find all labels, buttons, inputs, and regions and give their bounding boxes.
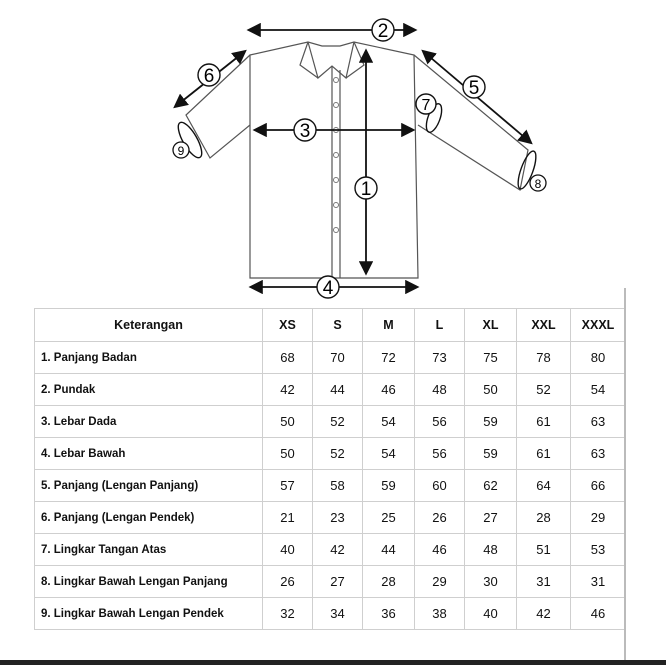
cell-value: 53	[571, 534, 626, 566]
header-size-xl: XL	[465, 309, 517, 342]
header-size-m: M	[363, 309, 415, 342]
cell-value: 48	[465, 534, 517, 566]
cell-value: 78	[517, 342, 571, 374]
cell-value: 52	[313, 406, 363, 438]
row-label: 1. Panjang Badan	[35, 342, 263, 374]
cell-value: 25	[363, 502, 415, 534]
cell-value: 27	[313, 566, 363, 598]
cell-value: 58	[313, 470, 363, 502]
cell-value: 63	[571, 406, 626, 438]
cell-value: 34	[313, 598, 363, 630]
shirt-buttons	[334, 78, 339, 233]
table-row	[35, 566, 626, 598]
cell-value: 60	[415, 470, 465, 502]
cell-value: 48	[415, 374, 465, 406]
cell-value: 63	[571, 438, 626, 470]
row-label: 9. Lingkar Bawah Lengan Pendek	[35, 598, 263, 630]
row-label: 2. Pundak	[35, 374, 263, 406]
cell-value: 73	[415, 342, 465, 374]
row-label: 3. Lebar Dada	[35, 406, 263, 438]
cell-value: 46	[415, 534, 465, 566]
marker-3: 3	[299, 121, 311, 142]
cell-value: 50	[263, 438, 313, 470]
cell-value: 42	[313, 534, 363, 566]
cell-value: 46	[363, 374, 415, 406]
cell-value: 21	[263, 502, 313, 534]
table-row	[35, 374, 626, 406]
cell-value: 52	[313, 438, 363, 470]
marker-8: 8	[534, 177, 542, 191]
marker-1: 1	[360, 179, 372, 200]
cell-value: 28	[363, 566, 415, 598]
header-size-s: S	[313, 309, 363, 342]
table-row	[35, 502, 626, 534]
cell-value: 51	[517, 534, 571, 566]
bottom-divider	[0, 660, 666, 665]
row-label: 4. Lebar Bawah	[35, 438, 263, 470]
cell-value: 27	[465, 502, 517, 534]
cell-value: 64	[517, 470, 571, 502]
header-size-xxl: XXL	[517, 309, 571, 342]
table-row	[35, 598, 626, 630]
cell-value: 31	[517, 566, 571, 598]
cell-value: 59	[465, 438, 517, 470]
marker-group	[173, 19, 546, 299]
cell-value: 75	[465, 342, 517, 374]
row-label: 6. Panjang (Lengan Pendek)	[35, 502, 263, 534]
shirt-measurement-diagram	[0, 0, 666, 300]
header-size-xs: XS	[263, 309, 313, 342]
cell-value: 44	[313, 374, 363, 406]
table-row	[35, 342, 626, 374]
cell-value: 59	[465, 406, 517, 438]
row-label: 5. Panjang (Lengan Panjang)	[35, 470, 263, 502]
marker-6: 6	[203, 66, 215, 87]
marker-5: 5	[468, 78, 480, 99]
cell-value: 61	[517, 438, 571, 470]
table-row	[35, 438, 626, 470]
cell-value: 56	[415, 406, 465, 438]
cell-value: 66	[571, 470, 626, 502]
row-label: 7. Lingkar Tangan Atas	[35, 534, 263, 566]
table-row	[35, 534, 626, 566]
cell-value: 46	[571, 598, 626, 630]
cell-value: 68	[263, 342, 313, 374]
cell-value: 31	[571, 566, 626, 598]
cell-value: 36	[363, 598, 415, 630]
cell-value: 57	[263, 470, 313, 502]
cell-value: 32	[263, 598, 313, 630]
right-divider	[624, 288, 626, 660]
table-row	[35, 470, 626, 502]
cell-value: 54	[363, 406, 415, 438]
marker-9: 9	[177, 144, 185, 158]
cell-value: 42	[517, 598, 571, 630]
marker-2: 2	[377, 21, 389, 42]
header-keterangan: Keterangan	[35, 309, 263, 342]
cell-value: 40	[263, 534, 313, 566]
cell-value: 26	[263, 566, 313, 598]
cell-value: 29	[415, 566, 465, 598]
cell-value: 40	[465, 598, 517, 630]
table-body	[35, 342, 626, 630]
table-header-row	[35, 309, 626, 342]
cell-value: 70	[313, 342, 363, 374]
cell-value: 56	[415, 438, 465, 470]
cell-value: 29	[571, 502, 626, 534]
cell-value: 28	[517, 502, 571, 534]
table-row	[35, 406, 626, 438]
header-size-xxxl: XXXL	[571, 309, 626, 342]
cell-value: 50	[465, 374, 517, 406]
cell-value: 62	[465, 470, 517, 502]
cell-value: 72	[363, 342, 415, 374]
cell-value: 59	[363, 470, 415, 502]
cell-value: 61	[517, 406, 571, 438]
header-size-l: L	[415, 309, 465, 342]
cell-value: 23	[313, 502, 363, 534]
cell-value: 26	[415, 502, 465, 534]
cell-value: 54	[571, 374, 626, 406]
cell-value: 52	[517, 374, 571, 406]
size-chart-table	[34, 308, 626, 630]
cell-value: 50	[263, 406, 313, 438]
marker-4: 4	[322, 278, 334, 299]
marker-7: 7	[421, 97, 431, 114]
cell-value: 38	[415, 598, 465, 630]
cell-value: 54	[363, 438, 415, 470]
cell-value: 44	[363, 534, 415, 566]
cell-value: 30	[465, 566, 517, 598]
cell-value: 42	[263, 374, 313, 406]
row-label: 8. Lingkar Bawah Lengan Panjang	[35, 566, 263, 598]
cell-value: 80	[571, 342, 626, 374]
